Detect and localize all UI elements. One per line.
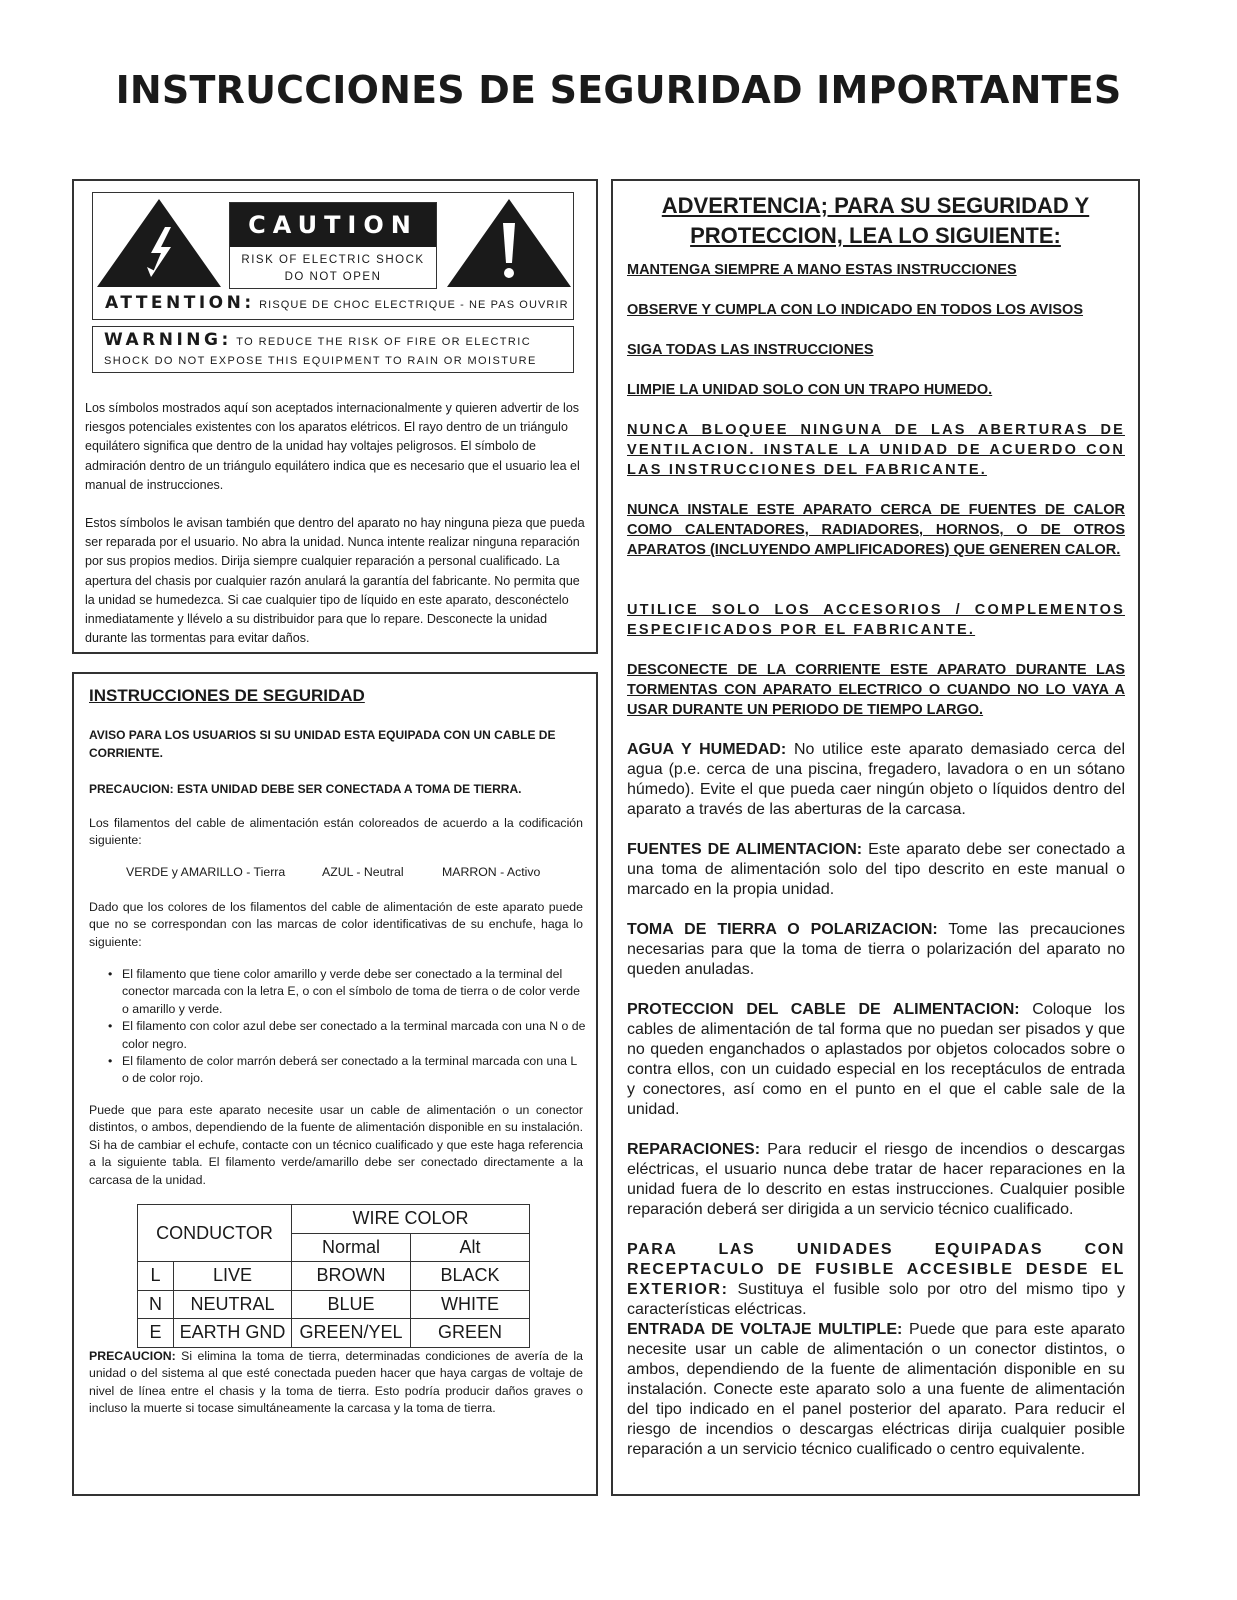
table-cell-alt: BLACK <box>411 1262 530 1291</box>
grounding-caution: PRECAUCION: ESTA UNIDAD DEBE SER CONECTADA A TOMA DE TIERRA. <box>89 782 522 796</box>
safety-instructions-section <box>72 672 598 1496</box>
water-moisture-paragraph <box>627 740 1125 820</box>
final-caution-label: PRECAUCION: <box>89 1349 176 1363</box>
water-moisture-label: AGUA Y HUMEDAD: <box>627 741 787 758</box>
cord-protection-paragraph <box>627 1000 1125 1120</box>
fuse-paragraph <box>627 1240 1125 1320</box>
conductor-header: CONDUCTOR <box>138 1205 292 1262</box>
caution-label <box>92 192 574 320</box>
cord-protection-label: PROTECCION DEL CABLE DE ALIMENTACION: <box>627 1001 1020 1018</box>
attention-word: ATTENTION: <box>105 293 255 313</box>
page-title: INSTRUCCIONES DE SEGURIDAD IMPORTANTES <box>115 68 1122 112</box>
fuse-label: PARA LAS UNIDADES EQUIPADAS CON RECEPTACULO DE FUSIBLE ACCESIBLE DESDE EL EXTERIOR: <box>627 1241 1125 1298</box>
grounding-text: Tome las precauciones necesarias para que la toma de tierra o polarización del aparato no queden anuladas. <box>627 921 1126 978</box>
wiring-bullet-list <box>108 966 586 1088</box>
storm-warning: DESCONECTE DE LA CORRIENTE ESTE APARATO DURANTE LAS TORMENTAS CON APARATO ELECTRICO O CUANDO NO LO VAYA A USAR DURANTE UN PERIODO DE TIEMPO LARGO. <box>627 662 1125 718</box>
electric-shock-triangle-icon <box>95 197 223 289</box>
attention-text: RISQUE DE CHOC ELECTRIQUE - NE PAS OUVRIR <box>259 299 569 311</box>
water-moisture-text: No utilice este aparato demasiado cerca del agua (p.e. cerca de una piscina, fregadero, lavadora o en un sótano húmedo). Evite el que pueda caer ningún objeto o líquidos dentro del aparato a través de las aberturas de la carcasa. <box>627 741 1126 818</box>
table-cell-alt: GREEN <box>411 1319 530 1348</box>
wire-color-header: WIRE COLOR <box>292 1205 530 1234</box>
power-cable-notice: AVISO PARA LOS USUARIOS SI SU UNIDAD ESTA EQUIPADA CON UN CABLE DE CORRIENTE. <box>89 728 556 760</box>
caution-line1: RISK OF ELECTRIC SHOCK <box>241 254 425 266</box>
color-code-earth: VERDE y AMARILLO - Tierra <box>126 865 286 879</box>
safety-instructions-heading: INSTRUCCIONES DE SEGURIDAD <box>89 686 365 705</box>
power-sources-label: FUENTES DE ALIMENTACION: <box>627 841 863 858</box>
wire-color-table <box>137 1204 530 1348</box>
repairs-text: Para reducir el riesgo de incendios o descargas eléctricas, el usuario nunca debe tratar de hacer reparaciones en la unidad fuera de lo descrito en estas instrucciones. Cualquier posible reparación deberá ser dirigida a un servicio técnico cualificado. <box>627 1141 1125 1218</box>
exclamation-triangle-icon <box>445 197 573 289</box>
ventilation-warning: NUNCA BLOQUEE NINGUNA DE LAS ABERTURAS DE VENTILACION. INSTALE LA UNIDAD DE ACUERDO CON LAS INSTRUCCIONES DEL FABRICANTE. <box>627 422 1125 478</box>
color-code-neutral: AZUL - Neutral <box>322 865 404 879</box>
symbols-warning-paragraph: Estos símbolos le avisan también que dentro del aparato no hay ninguna pieza que pueda ser reparada por el usuario. No abra la unidad. Nunca intente realizar ninguna reparación por sus propios medios. Dirija siempre cualquier reparación a personal cualificado. La apertura del chasis por cualquier razón anulará la garantía del fabricante. No permita que la unidad se humedezca. Si cae cualquier tipo de líquido en este aparato, desconéctelo inmediatamente y llévelo a su distribuidor para que lo repare. Desconecte la unidad durante las tormentas para evitar daños. <box>85 516 585 646</box>
table-cell-code: L <box>138 1262 174 1291</box>
list-item: • El filamento que tiene color amarillo y verde debe ser conectado a la terminal del conector marcada con la letra E, o con el símbolo de toma de tierra o de color verde o amarillo y verde. <box>108 966 586 1018</box>
table-cell-code: E <box>138 1319 174 1348</box>
table-cell-name: NEUTRAL <box>174 1290 292 1319</box>
multi-voltage-label: ENTRADA DE VOLTAJE MULTIPLE: <box>627 1321 903 1338</box>
fuse-text: Sustituya el fusible solo por otro del mismo tipo y características eléctricas. <box>627 1281 1125 1318</box>
repairs-label: REPARACIONES: <box>627 1141 761 1158</box>
keep-instructions: MANTENGA SIEMPRE A MANO ESTAS INSTRUCCIONES <box>627 262 1017 278</box>
wire-coding-paragraph: Los filamentos del cable de alimentación están coloreados de acuerdo a la codificación siguiente: <box>89 816 583 848</box>
power-sources-paragraph <box>627 840 1125 900</box>
table-cell-name: EARTH GND <box>174 1319 292 1348</box>
warning-text-line1: TO REDUCE THE RISK OF FIRE OR ELECTRIC <box>236 336 532 348</box>
grounding-label: TOMA DE TIERRA O POLARIZACION: <box>627 921 938 938</box>
repairs-paragraph <box>627 1140 1125 1220</box>
table-cell-name: LIVE <box>174 1262 292 1291</box>
alt-header: Alt <box>411 1233 530 1262</box>
table-cell-alt: WHITE <box>411 1290 530 1319</box>
warning-section <box>611 179 1140 1496</box>
follow-instructions: SIGA TODAS LAS INSTRUCCIONES <box>627 342 874 358</box>
table-row <box>138 1319 530 1348</box>
plug-mismatch-paragraph: Dado que los colores de los filamentos del cable de alimentación de este aparato puede que no se correspondan con las marcas de color identificativas de su enchufe, haga lo siguiente: <box>89 900 583 949</box>
table-cell-normal: BLUE <box>292 1290 411 1319</box>
clean-unit: LIMPIE LA UNIDAD SOLO CON UN TRAPO HUMEDO. <box>627 382 993 398</box>
warning-text-line2: SHOCK DO NOT EXPOSE THIS EQUIPMENT TO RAIN OR MOISTURE <box>104 355 537 367</box>
grounding-paragraph <box>627 920 1125 980</box>
warning-heading-line1: ADVERTENCIA; PARA SU SEGURIDAD Y <box>661 193 1090 218</box>
cord-protection-text: Coloque los cables de alimentación de tal forma que no puedan ser pisados y que no queden enganchados o aplastados por objetos colocados sobre o contra ellos, con un cuidado especial en los receptáculos de entrada y conectores, así como en el punto en el que el cable sale de la unidad. <box>627 1001 1126 1118</box>
multi-voltage-paragraph <box>627 1320 1125 1460</box>
list-item: • El filamento con color azul debe ser conectado a la terminal marcada con una N o de color negro. <box>108 1018 586 1053</box>
caution-heading: CAUTION <box>230 203 436 247</box>
normal-header: Normal <box>292 1233 411 1262</box>
table-row <box>138 1290 530 1319</box>
table-row <box>138 1262 530 1291</box>
warning-word: WARNING: <box>104 330 232 350</box>
color-code-live: MARRON - Activo <box>442 865 541 879</box>
caution-section <box>72 179 598 654</box>
ground-removal-caution <box>89 1348 583 1418</box>
warning-label <box>92 326 574 373</box>
multi-voltage-text: Puede que para este aparato necesite usar un cable de alimentación o un conector distintos, o ambos, dependiendo de la fuente de alimentación disponible en su instalación. Conecte este aparato solo a una fuente de alimentación del tipo indicado en el panel posterior del aparato. Para reducir el riesgo de incendios o descargas eléctricas dirija cualquier posible reparación a un servicio técnico cualificado o centro equivalente. <box>627 1321 1126 1458</box>
heat-source-warning: NUNCA INSTALE ESTE APARATO CERCA DE FUENTES DE CALOR COMO CALENTADORES, RADIADORES, HORNOS, O DE OTROS APARATOS (INCLUYENDO AMPLIFICADORES) QUE GENEREN CALOR. <box>627 502 1125 558</box>
table-cell-code: N <box>138 1290 174 1319</box>
caution-line2: DO NOT OPEN <box>284 271 382 283</box>
attention-row <box>105 293 569 313</box>
symbols-paragraph: Los símbolos mostrados aquí son aceptados internacionalmente y quieren advertir de los riesgos potenciales existentes con los aparatos elétricos. El rayo dentro de un triángulo equilátero significa que dentro de la unidad hay voltajes peligrosos. El símbolo de admiración dentro de un triángulo equilátero indica que es necesario que el usuario lea el manual de instrucciones. <box>85 401 580 492</box>
table-cell-normal: GREEN/YEL <box>292 1319 411 1348</box>
power-sources-text: Este aparato debe ser conectado a una toma de alimentación solo del tipo descrito en este manual o marcado en la propia unidad. <box>627 841 1125 898</box>
final-caution-text: Si elimina la toma de tierra, determinadas condiciones de avería de la unidad o del sistema al que esté conectada pueden hacer que haya cargas de voltaje de nivel de línea entre el chasis y la toma de tierra. Esto podría producir daños graves o incluso la muerte si tocase simultáneamente la carcasa y la toma de tierra. <box>89 1349 583 1416</box>
warning-heading <box>613 191 1138 251</box>
warning-heading-line2: PROTECCION, LEA LO SIGUIENTE: <box>690 223 1061 248</box>
table-cell-normal: BROWN <box>292 1262 411 1291</box>
caution-banner <box>229 202 437 289</box>
list-item: • El filamento de color marrón deberá ser conectado a la terminal marcada con una L o de color rojo. <box>108 1053 586 1088</box>
accessories-warning: UTILICE SOLO LOS ACCESORIOS / COMPLEMENTOS ESPECIFICADOS POR EL FABRICANTE. <box>627 602 1125 638</box>
observe-warnings: OBSERVE Y CUMPLA CON LO INDICADO EN TODOS LOS AVISOS <box>627 302 1084 318</box>
cable-replacement-paragraph: Puede que para este aparato necesite usar un cable de alimentación o un conector distintos, o ambos, dependiendo de la fuente de alimentación disponible en su instalación. Si ha de cambiar el echufe, contacte con un técnico cualificado y que este haga referencia a la siguiente tabla. El filamento verde/amarillo debe ser conectado directamente a la carcasa de la unidad. <box>89 1103 583 1187</box>
color-coding-row <box>126 865 540 879</box>
